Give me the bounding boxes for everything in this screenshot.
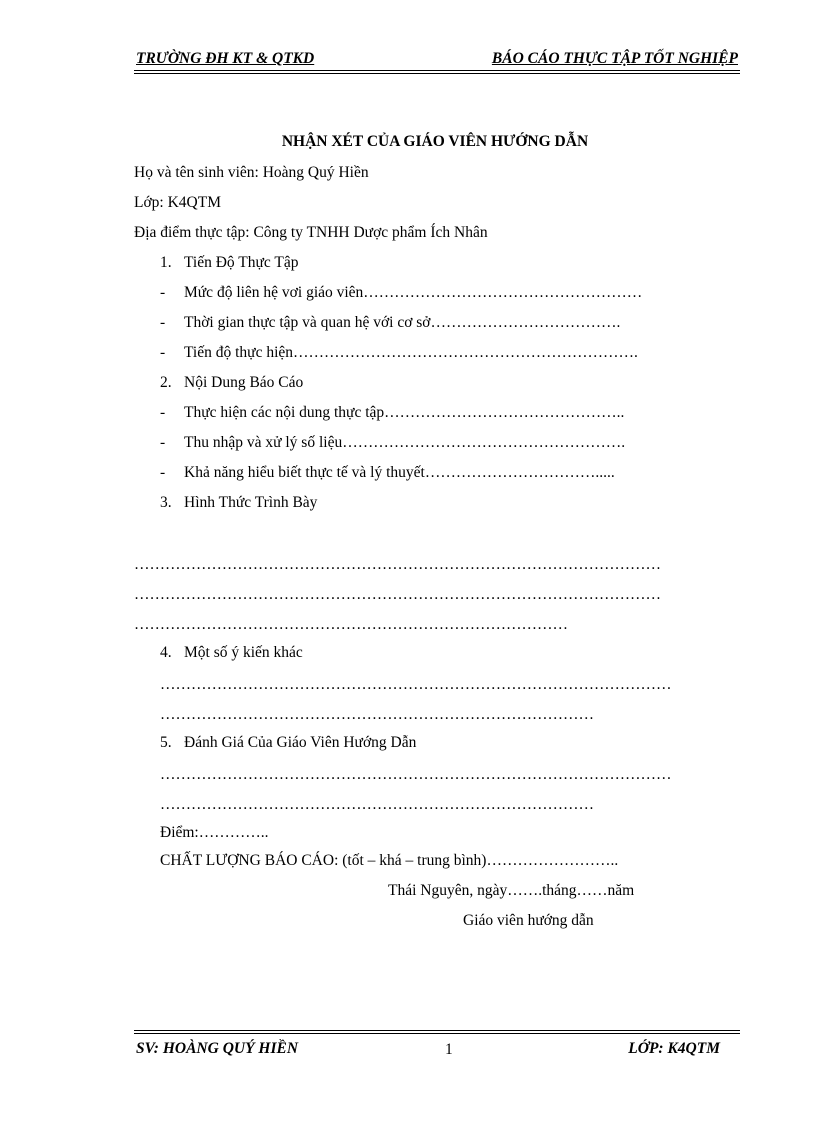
- internship-location: Địa điểm thực tập: Công ty TNHH Dược phẩm Ích Nhân: [134, 224, 488, 241]
- section-1-item: Tiến độ thực hiện………………………………………………………….: [184, 344, 638, 361]
- signature-label: Giáo viên hướng dẫn: [463, 912, 594, 929]
- section-2-item: Khả năng hiểu biết thực tế và lý thuyết…………………………….....: [184, 464, 615, 481]
- header-rule-1: [134, 70, 740, 71]
- section-3-number: 3.: [160, 494, 172, 511]
- section-4-dotted-line: …………………………………………………………………………: [160, 706, 594, 723]
- date-line: Thái Nguyên, ngày…….tháng……năm: [388, 882, 635, 899]
- student-class: Lớp: K4QTM: [134, 194, 221, 211]
- score-line: Điểm:…………..: [160, 824, 269, 841]
- bullet-dash: -: [160, 464, 166, 481]
- header-right: BÁO CÁO THỰC TẬP TỐT NGHIỆP: [491, 50, 738, 67]
- section-5-dotted-line: …………………………………………………………………………: [160, 796, 594, 813]
- bullet-dash: -: [160, 434, 166, 451]
- section-5-title: Đánh Giá Của Giáo Viên Hướng Dẫn: [184, 734, 417, 751]
- footer-class: LỚP: K4QTM: [628, 1040, 720, 1057]
- section-2-item: Thực hiện các nội dung thực tập………………………………………..: [184, 404, 625, 421]
- section-4-title: Một số ý kiến khác: [184, 644, 303, 661]
- bullet-dash: -: [160, 314, 166, 331]
- quality-line: CHẤT LƯỢNG BÁO CÁO: (tốt – khá – trung bình)……………………..: [160, 852, 619, 869]
- header-rule-2: [134, 73, 740, 74]
- bullet-dash: -: [160, 284, 166, 301]
- section-1-item: Thời gian thực tập và quan hệ với cơ sở……………………………….: [184, 314, 621, 331]
- footer-student: SV: HOÀNG QUÝ HIỀN: [136, 1040, 299, 1057]
- section-1-title: Tiến Độ Thực Tập: [184, 254, 299, 271]
- footer-rule-1: [134, 1030, 740, 1031]
- section-4-number: 4.: [160, 644, 172, 661]
- section-3-dotted-line: …………………………………………………………………………………………: [134, 556, 661, 573]
- section-2-item: Thu nhập và xử lý số liệu……………………………………………….: [184, 434, 626, 451]
- section-3-title: Hình Thức Trình Bày: [184, 494, 318, 511]
- section-1-item: Mức độ liên hệ vơi giáo viên………………………………………………: [184, 284, 643, 301]
- student-name: Họ và tên sinh viên: Hoàng Quý Hiền: [134, 164, 369, 181]
- section-1-number: 1.: [160, 254, 172, 271]
- section-2-title: Nội Dung Báo Cáo: [184, 374, 304, 391]
- section-3-dotted-line: …………………………………………………………………………: [134, 616, 568, 633]
- section-2-number: 2.: [160, 374, 172, 391]
- section-3-dotted-line: …………………………………………………………………………………………: [134, 586, 661, 603]
- section-4-dotted-line: ………………………………………………………………………………………: [160, 676, 672, 693]
- section-5-number: 5.: [160, 734, 172, 751]
- bullet-dash: -: [160, 344, 166, 361]
- footer-rule-2: [134, 1033, 740, 1034]
- section-5-dotted-line: ………………………………………………………………………………………: [160, 766, 672, 783]
- page-number: 1: [445, 1041, 453, 1058]
- page-title: NHẬN XÉT CỦA GIÁO VIÊN HƯỚNG DẪN: [281, 133, 589, 150]
- header-left: TRƯỜNG ĐH KT & QTKD: [136, 50, 315, 67]
- bullet-dash: -: [160, 404, 166, 421]
